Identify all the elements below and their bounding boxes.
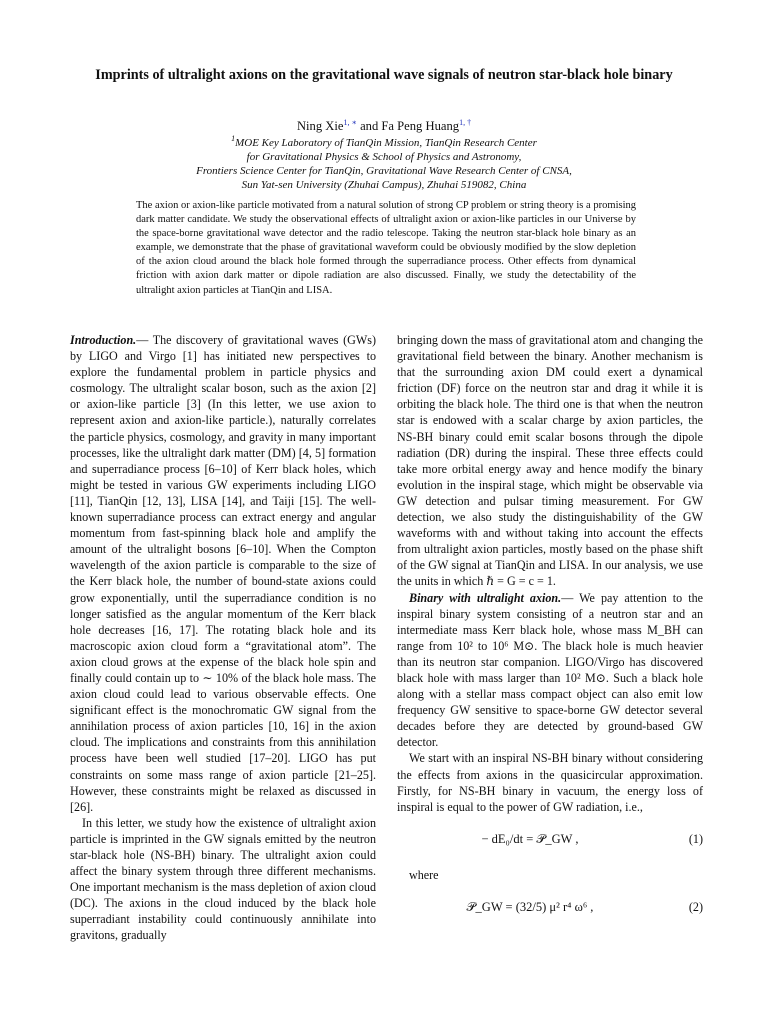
paper-title: Imprints of ultralight axions on the gravitational wave signals of neutron star-black hole binary: [95, 67, 673, 83]
abstract: The axion or axion-like particle motivated from a natural solution of strong CP problem or string theory is a promising dark matter candidate. We study the observational effects of ultralight axion or axion-like particles in our Universe by the space-borne gravitational wave detector and the radio telescope. Taking the neutron star-black hole binary as an example, we demonstrate that the phase of gravitational waveform could be obviously modified by the slow depletion of the axion cloud around the black hole formed through the superradiance process. Other effects from dynamical friction with axion dark matter or dipole radiation are also discussed. Finally, we study the detectability of the ultralight axion particles at TianQin and LISA.: [136, 200, 636, 296]
equation-2: [397, 891, 703, 925]
right-column: [397, 332, 703, 935]
author-name: Fa Peng Huang: [381, 119, 460, 133]
affiliation-line: $^1$MOE Key Laboratory of TianQin Mission, TianQin Research Center: [231, 134, 537, 149]
author-name: Ning Xie: [296, 119, 344, 133]
paragraph: bringing down the mass of gravitational atom and changing the gravitational field between the binary. Another mechanism is that the surrounding axion DM could exert a dynamical friction (DF) force on the neutron star and drag it while it is orbiting the black hole. The third one is that when the neutron star is endowed with a scalar charge by axion particles, the NS-BH binary could emit scalar bosons through the dipole radiation (DR) during the inspiral. These three effects could take more orbital energy away and hence modify the binary evolution in the inspiral stage, which might be observable via GW detection and pulsar timing measurement. For GW detection, we also study the distinguishability of the GW waveforms with and without taking into account the effects from ultralight axion particles, mostly based on the phase shift of the GW signal at TianQin and LISA. In our analysis, we use the units in which ℏ = G = c = 1.: [397, 333, 703, 589]
section-heading: Binary with ultralight axion.: [409, 590, 562, 605]
affiliation: [70, 136, 698, 192]
equation-body: 𝒫_GW = (32/5) μ² r⁴ ω⁶ ,: [466, 899, 594, 914]
affiliation-marker: 1: [231, 134, 236, 143]
author-conjunction: and: [360, 119, 379, 133]
paragraph: [397, 590, 703, 751]
affiliation-line: for Gravitational Physics & School of Physics and Astronomy,: [246, 151, 522, 163]
paragraph: [70, 332, 376, 815]
paragraph: We start with an inspiral NS-BH binary without considering the effects from axions in the quasicircular approximation. Firstly, for NS-BH binary in vacuum, the energy loss of inspiral is equal to the power of GW radiation, i.e.,: [397, 751, 703, 814]
author-marks[interactable]: 1, †: [459, 118, 472, 127]
left-column: [70, 332, 376, 944]
where-text: where: [409, 867, 439, 882]
section-heading: Introduction.: [70, 333, 137, 347]
equation-number: (1): [688, 831, 703, 846]
paragraph-text: — We pay attention to the inspiral binary system consisting of a neutron star and an intermediate mass Kerr black hole, whose mass M_BH can range from 10² to 10⁶ M⊙. The black hole is much heavier than its neutron star companion. LIGO/Virgo has discovered black hole with mass larger than 10² M⊙. Such a black hole along with a stellar mass compact object can also emit low frequency GW sensitive to space-borne GW detector several decades before they are detected by ground-based GW detector.: [397, 590, 703, 750]
affiliation-line: Sun Yat-sen University (Zhuhai Campus), Zhuhai 519082, China: [241, 179, 527, 191]
equation-1: [397, 823, 703, 857]
affiliation-line: Frontiers Science Center for TianQin, Gravitational Wave Research Center of CNSA,: [196, 165, 572, 177]
author-line: [70, 118, 698, 134]
equation-body: − dE₀/dt = 𝒫_GW ,: [481, 831, 579, 846]
paragraph-text: — The discovery of gravitational waves (GWs) by LIGO and Virgo [1] has initiated new perspectives to explore the fundamental problem in particle physics and cosmology. The ultralight scalar boson, such as the axion [2] or axion-like particle [3] (In this letter, we use axion to represent axion and axion-like particle.), naturally correlates the particle physics, cosmology, and gravity in many important processes, like the ultralight dark matter (DM) [4, 5] formation and superradiance process [6–10] of Kerr black holes, which might be tested in various GW experiments including LIGO [11], TianQin [12, 13], LISA [14], and Taiji [15]. The well-known superradiance process can extract energy and angular momentum from fast-spinning black hole and amplify the amount of the ultralight bosons [6–10]. When the Compton wavelength of the axion particle is comparable to the size of the Kerr black hole, the number of bound-state axions could grow exponentially, until the superradiance condition is no longer satisfied as the angular momentum of the Kerr black hole decreases [16, 17]. The rotating black hole and its macroscopic axion cloud form a “gravitational atom”. The axion cloud grows at the expense of the black hole spin and finally could contain up to ∼ 10% of the black hole mass. The axion cloud could lead to various observable effects. One significant effect is the monochromatic GW signal from the annihilation process of axion particles [10, 16] in the axion cloud. The implications and constraints from this annihilation process have been well studied [17–20]. LIGO has put constraints on some mass range of axion particle [21–25]. However, these constraints might be relaxed as discussed in [26].: [70, 333, 376, 814]
paragraph: In this letter, we study how the existence of ultralight axion particle is imprinted in the GW signals emitted by the neutron star-black hole (NS-BH) binary. The ultralight axion could affect the binary system through three different mechanisms. One important mechanism is the mass depletion of axion cloud (DC). The axions in the cloud induced by the black hole superradiant instability could continuously annihilate into gravitons, gradually: [70, 815, 376, 943]
equation-number: (2): [688, 899, 703, 914]
author-marks[interactable]: 1, ∗: [343, 118, 357, 127]
